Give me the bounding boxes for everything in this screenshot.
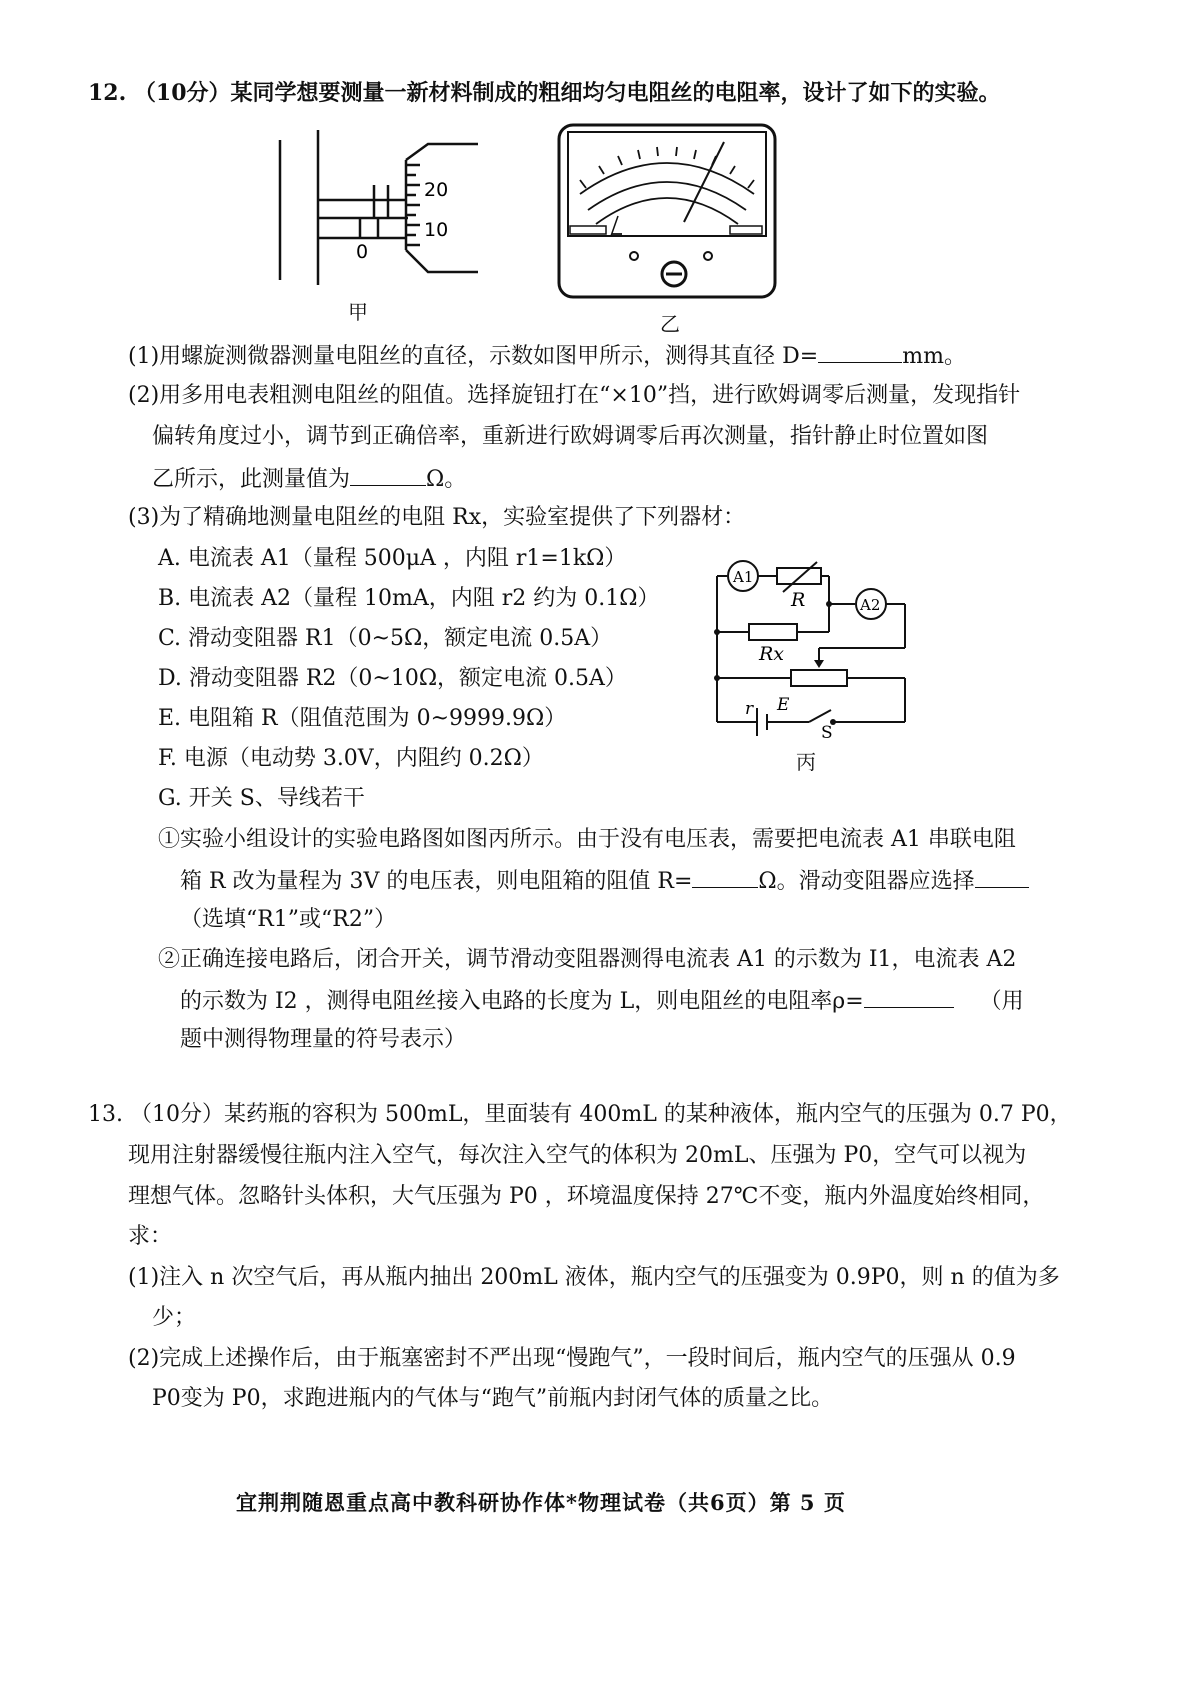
equipment-item-a: A. 电流表 A1（量程 500μA ，内阻 r1=1kΩ） <box>158 546 627 571</box>
answer-blank-diameter[interactable] <box>818 340 902 363</box>
q12-sub1-text: 箱 R 改为量程为 3V 的电压表，则电阻箱的阻值 R= <box>180 869 693 894</box>
q12-part1-unit: mm。 <box>902 344 966 369</box>
sleeve-label-0: 0 <box>356 241 369 263</box>
resistor-rx <box>749 624 797 640</box>
equipment-item-f: F. 电源（电动势 3.0V，内阻约 0.2Ω） <box>158 746 544 771</box>
q12-sub2-line2 <box>180 985 1024 1017</box>
q12-sub2-line3: 题中测得物理量的符号表示） <box>180 1027 467 1052</box>
answer-blank-box-resistance[interactable] <box>692 865 758 888</box>
answer-blank-resistance[interactable] <box>350 463 426 486</box>
q12-part1 <box>128 340 966 372</box>
switch-s <box>809 710 831 722</box>
ohm-scale-arc <box>580 163 754 194</box>
q13-part1-line2: 少； <box>152 1305 197 1330</box>
q12-sub2-text2: （用 <box>979 989 1024 1014</box>
label-s: S <box>821 723 833 738</box>
resistance-box-r <box>777 568 821 584</box>
equipment-item-g: G. 开关 S、导线若干 <box>158 786 365 811</box>
q12-part3-intro: (3)为了精确地测量电阻丝的电阻 Rx，实验室提供了下列器材： <box>128 505 746 530</box>
q12-part2-line1: (2)用多用电表粗测电阻丝的阻值。选择旋钮打在“×10”挡，进行欧姆调零后测量，发现指针 <box>128 383 1021 408</box>
meter-window <box>568 132 766 236</box>
q12-header: 12. （10分）某同学想要测量一新材料制成的粗细均匀电阻丝的电阻率，设计了如下的实验。 <box>88 80 1001 106</box>
thimble-label-10: 10 <box>424 219 449 241</box>
label-r-internal: r <box>745 699 754 719</box>
caption-yi: 乙 <box>660 312 680 336</box>
caption-jia: 甲 <box>348 300 368 324</box>
thimble-outline <box>406 144 478 272</box>
q13-line1: 13. （10分）某药瓶的容积为 500mL，里面装有 400mL 的某种液体，瓶内空气的压强为 0.7 P0， <box>88 1102 1072 1127</box>
label-e: E <box>777 695 790 715</box>
q12-sub2-line1: ②正确连接电路后，闭合开关，调节滑动变阻器测得电流表 A1 的示数为 I1，电流表 A2 <box>158 947 1017 972</box>
label-a1: A1 <box>733 568 754 586</box>
q12-part2-line2: 偏转角度过小，调节到正确倍率，重新进行欧姆调零后再次测量，指针静止时位置如图 <box>152 424 989 449</box>
micrometer-figure <box>278 130 518 290</box>
dc-scale-arc <box>588 182 746 210</box>
q13-part2-line2: P0变为 P0，求跑进瓶内的气体与“跑气”前瓶内封闭气体的质量之比。 <box>152 1386 834 1411</box>
equipment-item-c: C. 滑动变阻器 R1（0~5Ω，额定电流 0.5A） <box>158 626 613 651</box>
q12-sub2-text: 的示数为 I2 ，测得电阻丝接入电路的长度为 L，则电阻丝的电阻率ρ= <box>180 989 864 1014</box>
q12-part2-unit: Ω。 <box>426 467 467 492</box>
label-a2: A2 <box>860 596 881 614</box>
circuit-figure <box>705 560 925 738</box>
equipment-item-d: D. 滑动变阻器 R2（0~10Ω，额定电流 0.5A） <box>158 666 627 691</box>
q13-line4: 求： <box>128 1224 173 1249</box>
q12-sub1-line2 <box>180 865 1029 897</box>
label-r: R <box>791 589 806 611</box>
sliding-rheostat <box>791 670 847 686</box>
q13-line2: 现用注射器缓慢往瓶内注入空气，每次注入空气的体积为 20mL、压强为 P0，空气可以视为 <box>128 1143 1027 1168</box>
q12-part2-line3 <box>152 463 466 495</box>
thimble-label-20: 20 <box>424 179 449 201</box>
page-footer: 宜荆荆随恩重点高中教科研协作体*物理试卷（共6页）第 5 页 <box>236 1490 846 1515</box>
answer-blank-rheostat[interactable] <box>975 865 1029 888</box>
q12-part1-text: (1)用螺旋测微器测量电阻丝的直径，示数如图甲所示，测得其直径 D= <box>128 344 819 369</box>
meter-needle <box>684 142 724 222</box>
equipment-item-b: B. 电流表 A2（量程 10mA，内阻 r2 约为 0.1Ω） <box>158 586 660 611</box>
q13-part1-line1: (1)注入 n 次空气后，再从瓶内抽出 200mL 液体，瓶内空气的压强变为 0.9P0，则 n 的值为多 <box>128 1265 1060 1290</box>
q13-line3: 理想气体。忽略针头体积，大气压强为 P0 ，环境温度保持 27℃不变，瓶内外温度始终相同， <box>128 1184 1045 1209</box>
caption-bing: 丙 <box>796 750 816 774</box>
multimeter-figure <box>556 122 778 300</box>
label-rx: Rx <box>759 643 785 665</box>
q12-sub1-line1: ①实验小组设计的实验电路图如图丙所示。由于没有电压表，需要把电流表 A1 串联电阻 <box>158 827 1016 852</box>
q13-part2-line1: (2)完成上述操作后，由于瓶塞密封不严出现“慢跑气”，一段时间后，瓶内空气的压强从 0.9 <box>128 1346 1016 1371</box>
answer-blank-resistivity[interactable] <box>864 985 954 1008</box>
q12-sub1-text2: Ω。滑动变阻器应选择 <box>758 869 975 894</box>
q12-part2-text: 乙所示，此测量值为 <box>152 467 351 492</box>
q12-sub1-line3: （选填“R1”或“R2”） <box>180 907 397 932</box>
meter-case <box>559 125 775 297</box>
equipment-item-e: E. 电阻箱 R（阻值范围为 0~9999.9Ω） <box>158 706 567 731</box>
